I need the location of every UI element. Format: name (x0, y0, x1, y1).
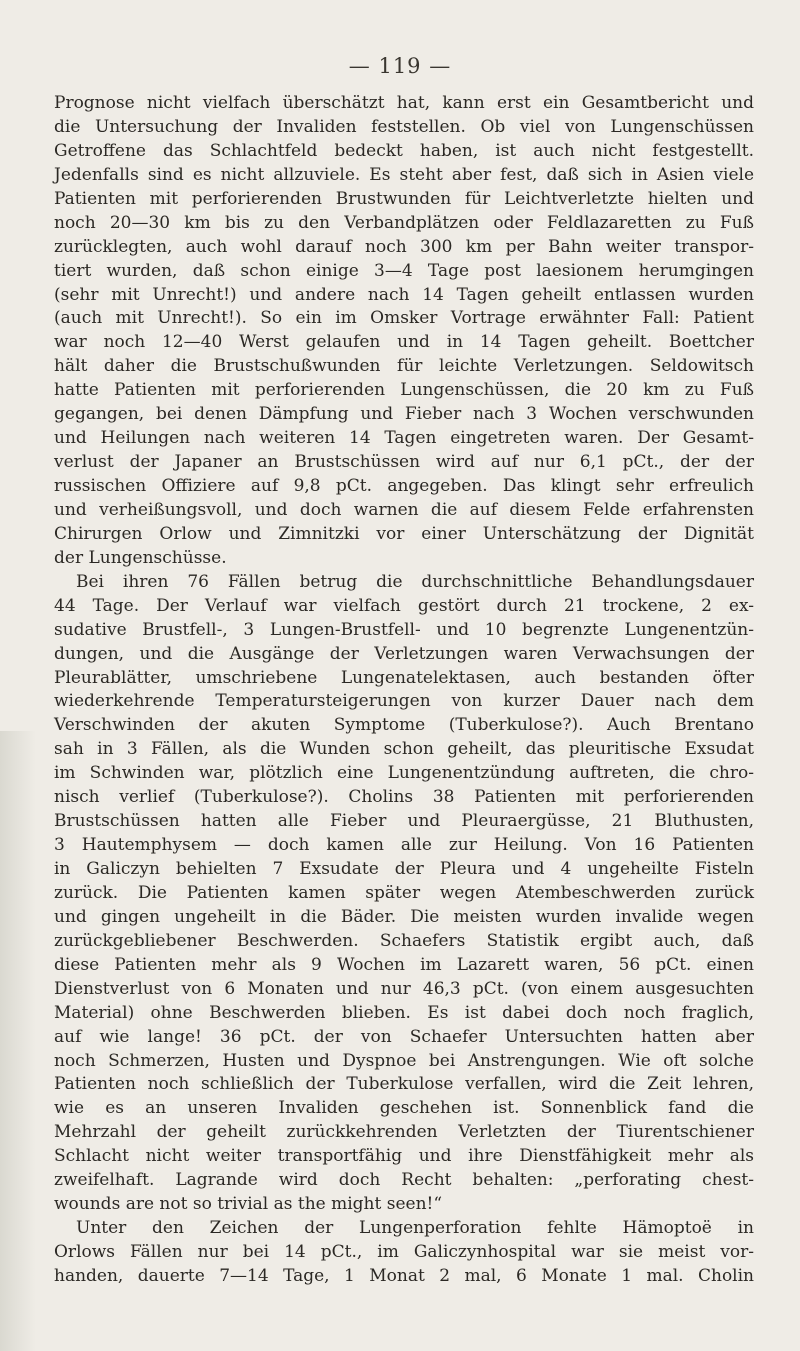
text-line: Orlows Fällen nur bei 14 pCt., im Galiczynhospital war sie meist vor- (54, 1242, 754, 1262)
text-line: im Schwinden war, plötzlich eine Lungenentzündung auftreten, die chro- (54, 763, 754, 784)
text-line: und verheißungsvoll, und doch warnen die auf diesem Felde erfahrensten (54, 499, 754, 520)
text-line: sudative Brustfell-, 3 Lungen-Brustfell- und 10 begrenzte Lungenentzün- (54, 619, 754, 640)
text-line: Bei ihren 76 Fällen betrug die durchschnittliche Behandlungsdauer (76, 571, 754, 592)
text-line: 44 Tage. Der Verlauf war vielfach gestört durch 21 trockene, 2 ex- (54, 595, 754, 616)
text-line: Mehrzahl der geheilt zurückkehrenden Verletzten der Tiurentschiener (54, 1122, 754, 1143)
text-line: Patienten noch schließlich der Tuberkulose verfallen, wird die Zeit lehren, (54, 1074, 754, 1095)
text-line: nisch verlief (Tuberkulose?). Cholins 38 Patienten mit perforierenden (54, 787, 754, 808)
text-line: 3 Hautemphysem — doch kamen alle zur Heilung. Von 16 Patienten (54, 835, 754, 856)
text-line: noch 20—30 km bis zu den Verbandplätzen oder Feldlazaretten zu Fuß (54, 212, 754, 233)
text-line: Getroffene das Schlachtfeld bedeckt haben, ist auch nicht festgestellt. (54, 140, 754, 161)
text-line: Chirurgen Orlow und Zimnitzki vor einer Unterschätzung der Dignität (54, 523, 754, 544)
text-line: dungen, und die Ausgänge der Verletzungen waren Verwachsungen der (54, 643, 754, 664)
text-line: war noch 12—40 Werst gelaufen und in 14 Tagen geheilt. Boettcher (54, 332, 754, 353)
text-line: die Untersuchung der Invaliden feststellen. Ob viel von Lungenschüssen (54, 116, 754, 137)
scan-shadow (0, 731, 36, 1351)
text-line: zurück. Die Patienten kamen später wegen Atembeschwerden zurück (54, 882, 754, 903)
text-line: Jedenfalls sind es nicht allzuviele. Es steht aber fest, daß sich in Asien viele (54, 164, 754, 185)
text-line: (auch mit Unrecht!). So ein im Omsker Vortrage erwähnter Fall: Patient (54, 308, 754, 329)
text-line: tiert wurden, daß schon einige 3—4 Tage post laesionem herumgingen (54, 260, 754, 281)
text-line: und Heilungen nach weiteren 14 Tagen eingetreten waren. Der Gesamt- (54, 428, 754, 449)
text-line: Verschwinden der akuten Symptome (Tuberkulose?). Auch Brentano (54, 715, 754, 736)
paragraph-3 (54, 1217, 754, 1289)
paragraph-2 (54, 571, 754, 1217)
text-line: diese Patienten mehr als 9 Wochen im Lazarett waren, 56 pCt. einen (54, 954, 754, 975)
text-line: handen, dauerte 7—14 Tage, 1 Monat 2 mal, 6 Monate 1 mal. Cholin (54, 1265, 754, 1286)
text-line: wiederkehrende Temperatursteigerungen von kurzer Dauer nach dem (54, 691, 754, 712)
text-line: Schlacht nicht weiter transportfähig und ihre Dienstfähigkeit mehr als (54, 1146, 754, 1167)
text-line: Material) ohne Beschwerden blieben. Es ist dabei doch noch fraglich, (54, 1002, 754, 1023)
text-line: zurückgebliebener Beschwerden. Schaefers Statistik ergibt auch, daß (54, 930, 754, 951)
text-line: gegangen, bei denen Dämpfung und Fieber nach 3 Wochen verschwunden (54, 404, 754, 425)
body-text (54, 92, 754, 1289)
text-line: in Galiczyn behielten 7 Exsudate der Pleura und 4 ungeheilte Fisteln (54, 859, 754, 879)
text-line: Dienstverlust von 6 Monaten und nur 46,3 pCt. (von einem ausgesuchten (54, 978, 754, 999)
text-line: hält daher die Brustschußwunden für leichte Verletzungen. Seldowitsch (54, 356, 754, 377)
text-line: und gingen ungeheilt in die Bäder. Die meisten wurden invalide wegen (54, 906, 754, 927)
text-line: zurücklegten, auch wohl darauf noch 300 km per Bahn weiter transpor- (54, 236, 754, 257)
text-line: (sehr mit Unrecht!) und andere nach 14 Tagen geheilt entlassen wurden (54, 284, 754, 305)
paragraph-1 (54, 92, 754, 571)
text-line: Prognose nicht vielfach überschätzt hat, kann erst ein Gesamtbericht und (54, 93, 754, 113)
text-line: Brustschüssen hatten alle Fieber und Pleuraergüsse, 21 Bluthusten, (54, 811, 754, 832)
text-line: verlust der Japaner an Brustschüssen wird auf nur 6,1 pCt., der der (54, 452, 754, 473)
text-line: Pleurablätter, umschriebene Lungenatelektasen, auch bestanden öfter (54, 667, 754, 688)
page-number: — 119 — (348, 54, 452, 78)
text-line: Unter den Zeichen der Lungenperforation fehlte Hämoptoë in (76, 1218, 754, 1239)
text-line: wie es an unseren Invaliden geschehen ist. Sonnenblick fand die (54, 1098, 754, 1119)
text-line: noch Schmerzen, Husten und Dyspnoe bei Anstrengungen. Wie oft solche (54, 1050, 754, 1071)
text-line: russischen Offiziere auf 9,8 pCt. angegeben. Das klingt sehr erfreulich (54, 476, 754, 496)
text-line: Patienten mit perforierenden Brustwunden für Leichtverletzte hielten und (54, 188, 754, 209)
text-line: sah in 3 Fällen, als die Wunden schon geheilt, das pleuritische Exsudat (54, 739, 754, 760)
text-line: hatte Patienten mit perforierenden Lungenschüssen, die 20 km zu Fuß (54, 380, 754, 401)
text-line: zweifelhaft. Lagrande wird doch Recht behalten: „perforating chest- (54, 1170, 754, 1191)
text-line: der Lungenschüsse. (54, 547, 227, 568)
text-line: auf wie lange! 36 pCt. der von Schaefer Untersuchten hatten aber (54, 1026, 754, 1047)
text-line: wounds are not so trivial as the might seen!“ (54, 1194, 443, 1215)
